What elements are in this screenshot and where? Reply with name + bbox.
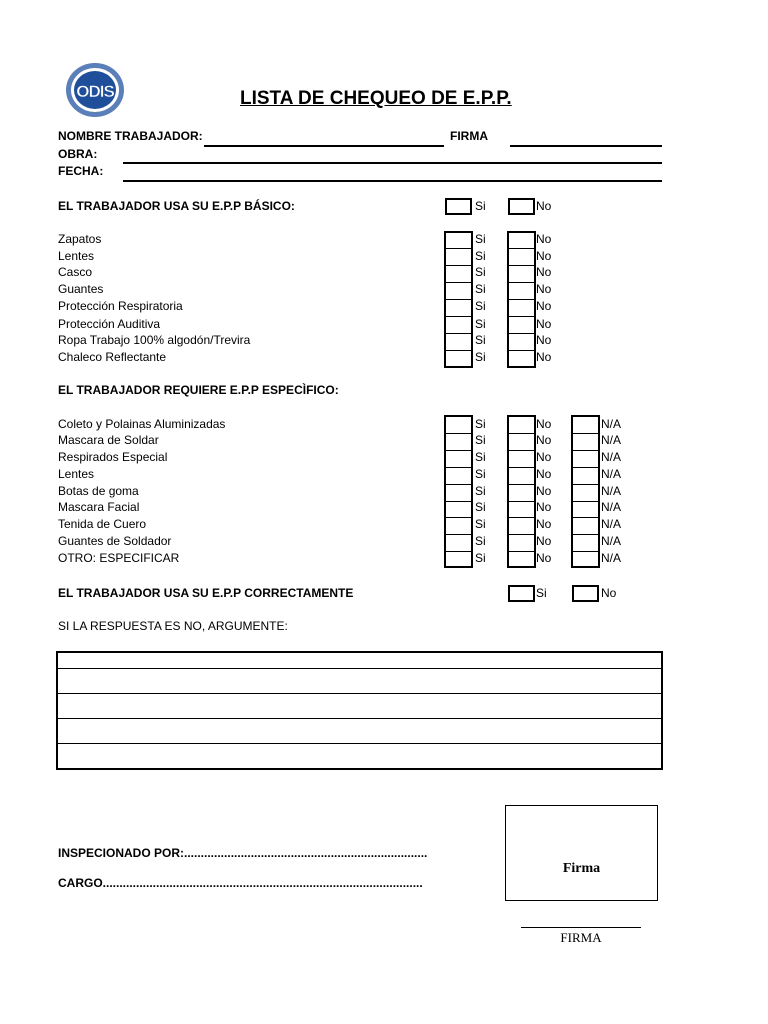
list-item: Protección Respiratoria (58, 299, 183, 313)
yes-label: Si (475, 232, 486, 246)
list-item: Mascara Facial (58, 500, 140, 514)
yes-label: Si (475, 317, 486, 331)
argument-line[interactable] (58, 718, 661, 719)
yes-label: Si (475, 450, 486, 464)
specific-na-column[interactable] (571, 415, 600, 568)
no-label: No (536, 282, 552, 296)
signature-line[interactable] (521, 927, 641, 928)
site-label: OBRA: (58, 147, 98, 161)
correct-use-no-label: No (601, 586, 617, 600)
no-label: No (536, 299, 552, 313)
list-item: Ropa Trabajo 100% algodón/Trevira (58, 333, 251, 347)
signature-box[interactable] (505, 805, 658, 901)
no-label: No (536, 534, 552, 548)
no-label: No (536, 450, 552, 464)
no-label: No (536, 317, 552, 331)
yes-label: Si (475, 282, 486, 296)
basic-no-column[interactable] (507, 231, 536, 368)
na-label: N/A (601, 534, 622, 548)
list-item: Lentes (58, 249, 95, 263)
page-title: LISTA DE CHEQUEO DE E.P.P. (240, 88, 512, 109)
specific-yes-column[interactable] (444, 415, 473, 568)
list-item: Lentes (58, 467, 95, 481)
no-label: No (536, 484, 552, 498)
date-label: FECHA: (58, 164, 104, 178)
no-label: No (536, 265, 552, 279)
signature-line-label: FIRMA (560, 930, 602, 945)
list-item: Chaleco Reflectante (58, 350, 167, 364)
specific-epp-question: EL TRABAJADOR REQUIERE E.P.P ESPECÌFICO: (58, 383, 339, 397)
yes-label: Si (475, 534, 486, 548)
na-label: N/A (601, 517, 622, 531)
logo-text: ODIS (76, 82, 114, 101)
yes-label: Si (475, 299, 486, 313)
yes-label: Si (475, 500, 486, 514)
worker-name-line[interactable] (204, 145, 444, 147)
yes-label: Si (475, 333, 486, 347)
basic-no-checkbox[interactable] (508, 198, 535, 215)
position-field[interactable]: CARGO................................................................................................ (58, 876, 423, 890)
argument-line[interactable] (58, 668, 661, 669)
list-item: Casco (58, 265, 93, 279)
argument-line[interactable] (58, 743, 661, 744)
correct-use-question: EL TRABAJADOR USA SU E.P.P CORRECTAMENTE (58, 586, 354, 600)
na-label: N/A (601, 433, 622, 447)
basic-epp-question: EL TRABAJADOR USA SU E.P.P BÁSICO: (58, 199, 295, 213)
yes-label: Si (475, 265, 486, 279)
list-item: Guantes de Soldador (58, 534, 172, 548)
specific-no-column[interactable] (507, 415, 536, 568)
worker-name-label: NOMBRE TRABAJADOR: (58, 129, 203, 143)
no-label: No (536, 232, 552, 246)
basic-yes-label: Si (475, 199, 486, 213)
list-item: Respirados Especial (58, 450, 168, 464)
yes-label: Si (475, 249, 486, 263)
no-label: No (536, 517, 552, 531)
yes-label: Si (475, 350, 486, 364)
inspected-by-field[interactable]: INSPECIONADO POR:......................................................................... (58, 846, 428, 860)
argument-line[interactable] (58, 693, 661, 694)
no-label: No (536, 551, 552, 565)
na-label: N/A (601, 484, 622, 498)
list-item: Mascara de Soldar (58, 433, 159, 447)
na-label: N/A (601, 450, 622, 464)
na-label: N/A (601, 467, 622, 481)
list-item: Coleto y Polainas Aluminizadas (58, 417, 226, 431)
site-line[interactable] (123, 162, 662, 164)
basic-yes-checkbox[interactable] (445, 198, 472, 215)
yes-label: Si (475, 551, 486, 565)
signature-box-label: Firma (562, 861, 601, 876)
yes-label: Si (475, 484, 486, 498)
signature-line[interactable] (510, 145, 662, 147)
list-item: OTRO: ESPECIFICAR (58, 551, 180, 565)
no-label: No (536, 249, 552, 263)
na-label: N/A (601, 500, 622, 514)
no-label: No (536, 433, 552, 447)
company-logo (65, 62, 125, 118)
list-item: Protección Auditiva (58, 317, 161, 331)
argument-table[interactable] (56, 651, 663, 770)
list-item: Botas de goma (58, 484, 139, 498)
no-label: No (536, 350, 552, 364)
na-label: N/A (601, 417, 622, 431)
yes-label: Si (475, 433, 486, 447)
correct-use-yes-label: Si (536, 586, 547, 600)
list-item: Tenida de Cuero (58, 517, 147, 531)
na-label: N/A (601, 551, 622, 565)
no-label: No (536, 333, 552, 347)
signature-label: FIRMA (450, 129, 488, 143)
list-item: Guantes (58, 282, 104, 296)
argument-prompt: SI LA RESPUESTA ES NO, ARGUMENTE: (58, 619, 288, 633)
yes-label: Si (475, 517, 486, 531)
date-line[interactable] (123, 180, 662, 182)
list-item: Zapatos (58, 232, 102, 246)
yes-label: Si (475, 467, 486, 481)
no-label: No (536, 467, 552, 481)
no-label: No (536, 500, 552, 514)
basic-no-label: No (536, 199, 552, 213)
yes-label: Si (475, 417, 486, 431)
correct-use-yes-checkbox[interactable] (508, 585, 535, 602)
correct-use-no-checkbox[interactable] (572, 585, 599, 602)
no-label: No (536, 417, 552, 431)
basic-yes-column[interactable] (444, 231, 473, 368)
